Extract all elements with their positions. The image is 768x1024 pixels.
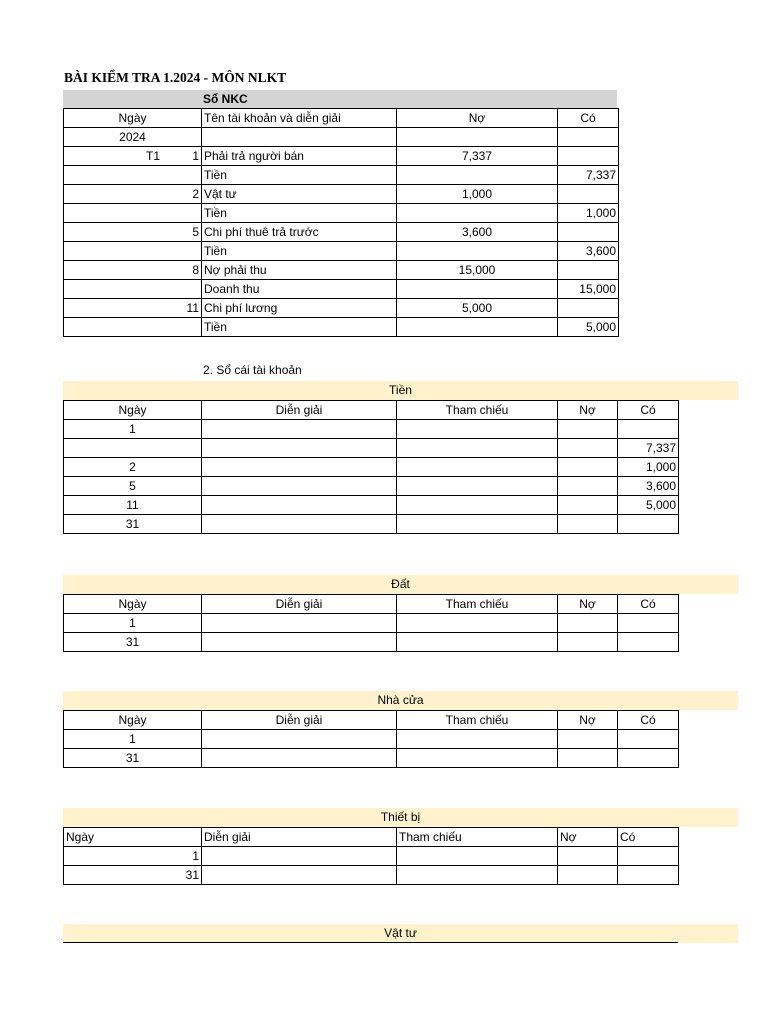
table-cell — [202, 730, 397, 749]
ledger-day: 1 — [64, 420, 202, 439]
ledger-band-tien — [63, 381, 738, 400]
table-cell — [618, 730, 679, 749]
table-cell — [397, 420, 558, 439]
table-row — [64, 280, 619, 299]
table-cell — [397, 477, 558, 496]
ledger-credit: 5,000 — [618, 496, 679, 515]
nkc-credit — [558, 261, 619, 280]
nkc-debit: 15,000 — [397, 261, 558, 280]
table-row — [64, 166, 619, 185]
nkc-year-row — [64, 128, 619, 147]
ledger-credit — [618, 420, 679, 439]
nkc-credit — [558, 299, 619, 318]
page-title: BÀI KIỂM TRA 1.2024 - MÔN NLKT — [64, 70, 287, 85]
nkc-header-account: Tên tài khoản và diễn giải — [202, 109, 397, 128]
nkc-credit — [558, 147, 619, 166]
table-cell — [558, 128, 619, 147]
ledger-header-ref: Tham chiếu — [397, 711, 558, 730]
ledger-day: 11 — [64, 496, 202, 515]
ledger-name: Đất — [391, 577, 410, 591]
table-cell — [397, 458, 558, 477]
table-cell — [558, 477, 618, 496]
table-cell — [618, 866, 679, 885]
table-cell — [618, 633, 679, 652]
table-cell — [558, 420, 618, 439]
table-cell — [397, 633, 558, 652]
table-cell — [202, 458, 397, 477]
table-cell — [202, 496, 397, 515]
table-cell — [202, 515, 397, 534]
ledger-day: 31 — [64, 866, 202, 885]
table-cell — [397, 515, 558, 534]
nkc-day: 1 — [192, 149, 199, 163]
table-cell — [558, 496, 618, 515]
ledger-header-row — [64, 711, 679, 730]
ledger-day: 31 — [64, 749, 202, 768]
nkc-day — [64, 318, 202, 337]
nkc-header-row — [64, 109, 619, 128]
ledger-day: 31 — [64, 633, 202, 652]
nkc-header-debit: Nợ — [397, 109, 558, 128]
ledger-credit — [618, 515, 679, 534]
ledger-header-credit: Có — [618, 595, 679, 614]
ledger-day: 1 — [64, 614, 202, 633]
nkc-account: Phải trả người bán — [202, 147, 397, 166]
table-row — [64, 515, 679, 534]
table-cell — [202, 439, 397, 458]
ledger-header-credit: Có — [618, 711, 679, 730]
ledger-header-ref: Tham chiếu — [397, 401, 558, 420]
nkc-day: 2 — [64, 185, 202, 204]
nkc-account: Chi phí thuê trả trước — [202, 223, 397, 242]
table-cell — [618, 749, 679, 768]
ledger-day: 31 — [64, 515, 202, 534]
table-cell — [397, 439, 558, 458]
ledger-day: 1 — [64, 730, 202, 749]
ledger-header-credit: Có — [618, 828, 679, 847]
table-cell — [397, 866, 558, 885]
table-row — [64, 204, 619, 223]
nkc-account: Nợ phải thu — [202, 261, 397, 280]
nkc-debit — [397, 166, 558, 185]
nkc-credit: 1,000 — [558, 204, 619, 223]
nkc-account: Tiền — [202, 166, 397, 185]
table-row — [64, 299, 619, 318]
table-cell — [397, 128, 558, 147]
nkc-section-label: Sổ NKC — [203, 92, 248, 106]
table-cell — [397, 847, 558, 866]
table-cell — [202, 866, 397, 885]
nkc-debit — [397, 280, 558, 299]
ledger-header-desc: Diễn giải — [202, 828, 397, 847]
nkc-day: 8 — [64, 261, 202, 280]
nkc-date-cell — [64, 147, 202, 166]
nkc-debit — [397, 204, 558, 223]
ledger-day: 1 — [64, 847, 202, 866]
ledger-heading: 2. Sổ cái tài khoản — [203, 363, 302, 377]
ledger-credit: 3,600 — [618, 477, 679, 496]
ledger-day — [64, 439, 202, 458]
ledger-name: Nhà cửa — [377, 693, 424, 707]
table-cell — [202, 128, 397, 147]
nkc-day — [64, 166, 202, 185]
nkc-account: Chi phí lương — [202, 299, 397, 318]
ledger-name: Tiền — [389, 383, 412, 397]
nkc-account: Tiền — [202, 242, 397, 261]
nkc-header-date: Ngày — [64, 109, 202, 128]
ledger-header-desc: Diễn giải — [202, 401, 397, 420]
table-cell — [558, 749, 618, 768]
ledger-header-debit: Nợ — [558, 828, 618, 847]
table-row — [64, 749, 679, 768]
table-cell — [618, 614, 679, 633]
nkc-account: Tiền — [202, 318, 397, 337]
nkc-credit: 5,000 — [558, 318, 619, 337]
nkc-section-band — [63, 90, 617, 108]
ledger-header-debit: Nợ — [558, 711, 618, 730]
table-cell — [202, 477, 397, 496]
nkc-debit: 3,600 — [397, 223, 558, 242]
nkc-debit: 7,337 — [397, 147, 558, 166]
ledger-header-credit: Có — [618, 401, 679, 420]
table-cell — [558, 614, 618, 633]
ledger-header-desc: Diễn giải — [202, 711, 397, 730]
nkc-credit: 15,000 — [558, 280, 619, 299]
nkc-account: Tiền — [202, 204, 397, 223]
nkc-account: Doanh thu — [202, 280, 397, 299]
table-cell — [558, 439, 618, 458]
nkc-table — [63, 108, 619, 337]
table-row — [64, 477, 679, 496]
nkc-credit: 3,600 — [558, 242, 619, 261]
table-cell — [558, 866, 618, 885]
table-cell — [558, 730, 618, 749]
ledger-name: Thiết bị — [380, 810, 421, 824]
ledger-name: Vật tư — [384, 926, 417, 940]
table-row — [64, 185, 619, 204]
ledger-band-thiet-bi — [63, 808, 738, 827]
table-row — [64, 730, 679, 749]
ledger-credit: 1,000 — [618, 458, 679, 477]
ledger-band-vat-tu — [63, 924, 738, 943]
table-cell — [618, 847, 679, 866]
nkc-debit — [397, 242, 558, 261]
table-row — [64, 420, 679, 439]
table-row — [64, 261, 619, 280]
ledger-header-row — [64, 828, 679, 847]
nkc-debit: 1,000 — [397, 185, 558, 204]
nkc-day: 5 — [64, 223, 202, 242]
nkc-month: T1 — [146, 149, 161, 163]
table-row — [64, 439, 679, 458]
table-cell — [202, 614, 397, 633]
ledger-table-nha-cua — [63, 710, 679, 768]
table-row — [64, 614, 679, 633]
table-cell — [397, 730, 558, 749]
ledger-header-ref: Tham chiếu — [397, 828, 558, 847]
table-row — [64, 847, 679, 866]
table-cell — [202, 420, 397, 439]
table-row — [64, 496, 679, 515]
ledger-header-desc: Diễn giải — [202, 595, 397, 614]
nkc-debit: 5,000 — [397, 299, 558, 318]
table-row — [64, 633, 679, 652]
nkc-day: 11 — [64, 299, 202, 318]
table-cell — [397, 614, 558, 633]
ledger-header-date: Ngày — [64, 711, 202, 730]
ledger-day: 5 — [64, 477, 202, 496]
nkc-day — [64, 280, 202, 299]
table-cell — [558, 847, 618, 866]
ledger-divider — [63, 942, 678, 943]
ledger-header-row — [64, 401, 679, 420]
table-row — [64, 866, 679, 885]
table-cell — [558, 515, 618, 534]
ledger-header-date: Ngày — [64, 595, 202, 614]
table-row — [64, 242, 619, 261]
nkc-credit: 7,337 — [558, 166, 619, 185]
nkc-day — [64, 204, 202, 223]
nkc-credit — [558, 185, 619, 204]
nkc-day — [64, 242, 202, 261]
table-cell — [202, 847, 397, 866]
ledger-table-tien — [63, 400, 679, 534]
table-row — [64, 458, 679, 477]
nkc-year: 2024 — [64, 128, 202, 147]
ledger-header-ref: Tham chiếu — [397, 595, 558, 614]
nkc-account: Vật tư — [202, 185, 397, 204]
ledger-header-debit: Nợ — [558, 595, 618, 614]
table-cell — [397, 749, 558, 768]
table-cell — [397, 496, 558, 515]
ledger-day: 2 — [64, 458, 202, 477]
ledger-table-dat — [63, 594, 679, 652]
table-cell — [558, 633, 618, 652]
table-row — [64, 318, 619, 337]
ledger-credit: 7,337 — [618, 439, 679, 458]
ledger-header-date: Ngày — [64, 828, 202, 847]
ledger-header-debit: Nợ — [558, 401, 618, 420]
ledger-table-thiet-bi — [63, 827, 679, 885]
ledger-header-row — [64, 595, 679, 614]
ledger-band-dat — [63, 575, 738, 594]
table-cell — [558, 458, 618, 477]
nkc-header-credit: Có — [558, 109, 619, 128]
ledger-header-date: Ngày — [64, 401, 202, 420]
table-cell — [202, 633, 397, 652]
table-row — [64, 223, 619, 242]
nkc-debit — [397, 318, 558, 337]
nkc-credit — [558, 223, 619, 242]
ledger-band-nha-cua — [63, 691, 738, 710]
table-cell — [202, 749, 397, 768]
table-row — [64, 147, 619, 166]
